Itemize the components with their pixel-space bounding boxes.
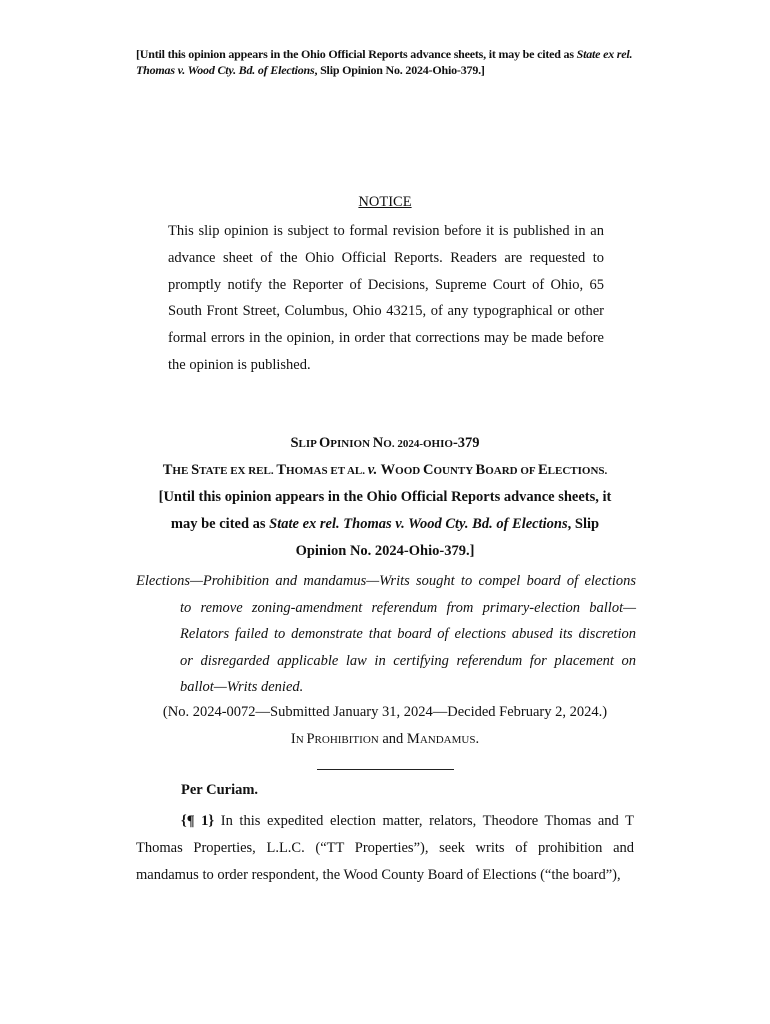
per-curiam-heading: Per Curiam.	[181, 782, 259, 798]
slip-opinion-number: SLIP OPINION NO. 2024-OHIO-379	[290, 435, 480, 451]
opinion-paragraph-1	[136, 808, 634, 888]
paragraph-text: In this expedited election matter, relators, Theodore Thomas and T Thomas Properties, L.L.C. (“TT Properties”), seek writs of prohibition and mandamus to order respondent, the Wood County Board of Elections (“the board”),	[136, 813, 634, 883]
header-note-suffix: , Slip Opinion No. 2024-Ohio-379.]	[314, 63, 485, 77]
citation-header-note	[136, 46, 636, 78]
syllabus-line: Elections—Prohibition and mandamus—Writs sought to compel board of elections	[136, 573, 636, 589]
cite-instruction-line-3: Opinion No. 2024-Ohio-379.]	[295, 543, 475, 559]
docket-line: (No. 2024-0072—Submitted January 31, 2024—Decided February 2, 2024.)	[162, 704, 608, 720]
syllabus	[136, 568, 636, 701]
header-note-case-name: State ex rel. Thomas v. Wood Cty. Bd. of Elections	[136, 47, 633, 77]
syllabus-line: to remove zoning-amendment referendum from primary-election ballot—	[180, 599, 636, 616]
syllabus-line: ballot—Writs denied.	[180, 679, 304, 696]
notice-body: This slip opinion is subject to formal revision before it is published in an advance sheet of the Ohio Official Reports. Readers are requested to promptly notify the Reporter of Decisions, Supreme Court of Ohio, 65 South Front Street, Columbus, Ohio 43215, of any typographical or other formal errors in the opinion, in order that corrections may be made before the opinion is published.	[168, 223, 604, 373]
proceeding-type: IN PROHIBITION and MANDAMUS.	[290, 731, 480, 747]
paragraph-mark: {¶ 1}	[181, 813, 215, 829]
cite-instruction-line-2: may be cited as State ex rel. Thomas v. Wood Cty. Bd. of Elections, Slip	[170, 516, 600, 532]
header-note-prefix: [Until this opinion appears in the Ohio Official Reports advance sheets, it may be cited as	[136, 47, 577, 61]
syllabus-line: Relators failed to demonstrate that board of elections abused its discretion	[180, 626, 636, 643]
case-caption: THE STATE EX REL. THOMAS ET AL. v. WOOD COUNTY BOARD OF ELECTIONS.	[162, 462, 608, 478]
notice-title: NOTICE	[358, 194, 412, 210]
cite-instruction-line-1: [Until this opinion appears in the Ohio Official Reports advance sheets, it	[158, 489, 612, 505]
syllabus-line: or disregarded applicable law in certifying referendum for placement on	[180, 652, 636, 669]
section-divider	[317, 769, 454, 770]
